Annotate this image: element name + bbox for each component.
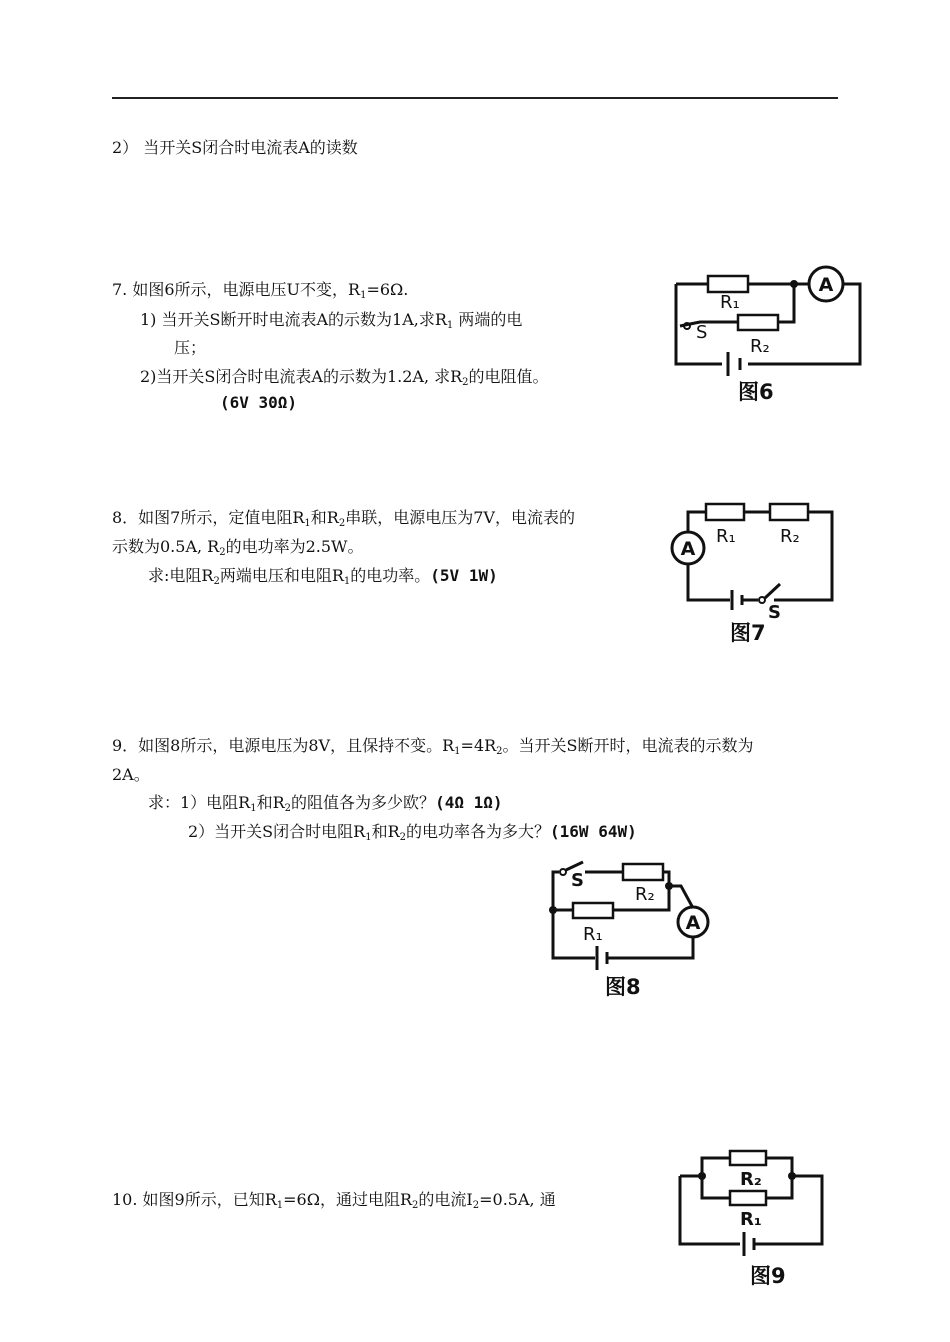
fig9-r1-label: R₁ — [740, 1209, 762, 1230]
figure-7-circuit — [664, 498, 844, 648]
fig6-r2-label: R₂ — [750, 336, 770, 357]
q8-line3: 求:电阻$R_2$两端电压和电阻$R_1$的电功率。(5V 1W) — [148, 566, 498, 587]
fig8-r1-label: R₁ — [583, 924, 603, 945]
fig6-r1-label: R₁ — [720, 292, 740, 313]
q10-line1: 10. 如图9所示，已知$R_1=6\Omega$，通过电阻$R_2$的电流$I_2=0.5A$, 通 — [112, 1190, 556, 1211]
q7-stem: 7. 如图6所示，电源电压U不变，$R_1=6\Omega$. — [112, 280, 409, 301]
figure-6-circuit — [660, 262, 870, 404]
q8-line2: 示数为0.5A, $R_2$的电功率为2.5W。 — [112, 537, 364, 558]
q9-line4: 2）当开关S闭合时电阻$R_1$和$R_2$的电功率各为多大？(16W 64W) — [188, 822, 637, 843]
fig9-caption: 图9 — [750, 1264, 786, 1288]
fig7-switch-label: S — [768, 602, 781, 623]
fig6-ammeter-label: A — [818, 274, 834, 296]
fig8-ammeter-label: A — [685, 912, 701, 934]
fig8-switch-label: S — [571, 870, 584, 891]
q7-part2: 2)当开关S闭合时电流表A的示数为1.2A, 求$R_2$的电阻值。 — [140, 367, 549, 388]
fig7-r2-label: R₂ — [780, 526, 800, 547]
q7-part1: 1) 当开关S断开时电流表A的示数为1A,求$R_1$ 两端的电 — [140, 310, 523, 331]
q7-answer: (6V 30Ω) — [220, 393, 298, 412]
fig6-caption: 图6 — [738, 380, 774, 404]
q8-line1: 8．如图7所示，定值电阻$R_1$和$R_2$串联，电源电压为7V，电流表的 — [112, 508, 575, 529]
q8-answer: (5V 1W) — [430, 566, 498, 585]
fig8-r2-label: R₂ — [635, 884, 655, 905]
q6-part2: 2） 当开关S闭合时电流表A的读数 — [112, 138, 358, 157]
fig7-r1-label: R₁ — [716, 526, 736, 547]
figure-9-circuit — [670, 1138, 840, 1288]
figure-8-circuit — [545, 858, 715, 1003]
q9-line2: 2A。 — [112, 765, 150, 784]
q9-line3: 求：1）电阻$R_1$和$R_2$的阻值各为多少欧？(4Ω 1Ω) — [148, 793, 503, 814]
q9-answer-2: (16W 64W) — [550, 822, 637, 841]
fig8-caption: 图8 — [605, 975, 641, 999]
fig9-r2-label: R₂ — [740, 1169, 762, 1190]
fig6-switch-label: S — [696, 322, 708, 343]
q9-line1: 9．如图8所示，电源电压为8V，且保持不变。$R_1=4R_2$。当开关S断开时，电流表的示数为 — [112, 736, 754, 757]
fig7-ammeter-label: A — [680, 538, 696, 560]
fig7-caption: 图7 — [730, 621, 766, 645]
q7-part1-cont: 压； — [174, 338, 207, 357]
q9-answer-1: (4Ω 1Ω) — [435, 793, 503, 812]
header-rule — [112, 97, 838, 99]
